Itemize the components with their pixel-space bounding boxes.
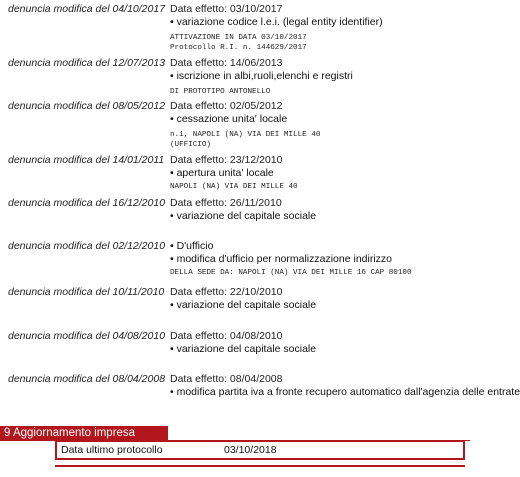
entry-item: • variazione del capitale sociale [170,299,317,311]
effective-date: Data effetto: 08/04/2008 [170,373,283,385]
entry-title: denuncia modifica del 02/12/2010 [8,240,166,252]
effective-date: Data effetto: 22/10/2010 [170,286,283,298]
effective-date: Data effetto: 02/05/2012 [170,100,283,112]
last-protocol-label: Data ultimo protocollo [61,444,163,456]
entry-details [170,57,468,97]
entry-note: Protocollo R.I. n. 144629/2017 [170,44,307,52]
entry-note: DI PROTOTIPO ANTONELLO [170,88,271,96]
entry-item: • cessazione unita' locale [170,113,288,125]
last-protocol-row [55,440,465,460]
entry-item: • variazione del capitale sociale [170,343,317,355]
entry-item: • D'ufficio [170,240,214,252]
section-header [0,426,470,441]
effective-date: Data effetto: 14/06/2013 [170,57,283,69]
entry-details [170,154,468,192]
entry-note: n.1, NAPOLI (NA) VIA DEI MILLE 40 [170,131,321,139]
entry-note: NAPOLI (NA) VIA DEI MILLE 40 [170,183,298,191]
entry-title: denuncia modifica del 10/11/2010 [8,286,165,298]
entry-item: • apertura unita' locale [170,167,274,179]
entry-item: • modifica d'ufficio per normalizzazione indirizzo [170,253,393,265]
section-title: Aggiornamento impresa [12,427,136,439]
entry-title: denuncia modifica del 08/05/2012 [8,100,166,112]
entry-title: denuncia modifica del 08/04/2008 [8,373,166,385]
last-protocol-value: 03/10/2018 [224,444,277,456]
entry-note: ATTIVAZIONE IN DATA 03/10/2017 [170,34,307,42]
last-protocol-bottom-border [55,465,465,467]
entry-details [170,330,468,356]
entry-item: • modifica partita iva a fronte recupero automatico dall'agenzia delle entrate [170,386,520,398]
effective-date: Data effetto: 03/10/2017 [170,3,283,15]
entry-item: • variazione del capitale sociale [170,210,317,222]
entry-title: denuncia modifica del 16/12/2010 [8,197,166,209]
entry-item: • iscrizione in albi,ruoli,elenchi e registri [170,70,353,82]
entry-details [170,373,520,399]
section-title-tab [0,426,168,441]
entry-details [170,197,468,223]
effective-date: Data effetto: 23/12/2010 [170,154,283,166]
entry-details [170,286,468,312]
effective-date: Data effetto: 26/11/2010 [170,197,282,209]
entry-title: denuncia modifica del 12/07/2013 [8,57,166,69]
entry-note: (UFFICIO) [170,141,212,149]
entry-title: denuncia modifica del 14/01/2011 [8,154,165,166]
entry-title: denuncia modifica del 04/10/2017 [8,3,166,15]
section-number: 9 [4,427,11,439]
entry-details [170,3,468,53]
entry-details [170,100,468,150]
entry-item: • variazione codice l.e.i. (legal entity identifier) [170,16,383,28]
entry-title: denuncia modifica del 04/08/2010 [8,330,166,342]
entry-details [170,240,468,278]
entry-note: DELLA SEDE DA: NAPOLI (NA) VIA DEI MILLE 16 CAP 80100 [170,269,412,277]
effective-date: Data effetto: 04/08/2010 [170,330,283,342]
